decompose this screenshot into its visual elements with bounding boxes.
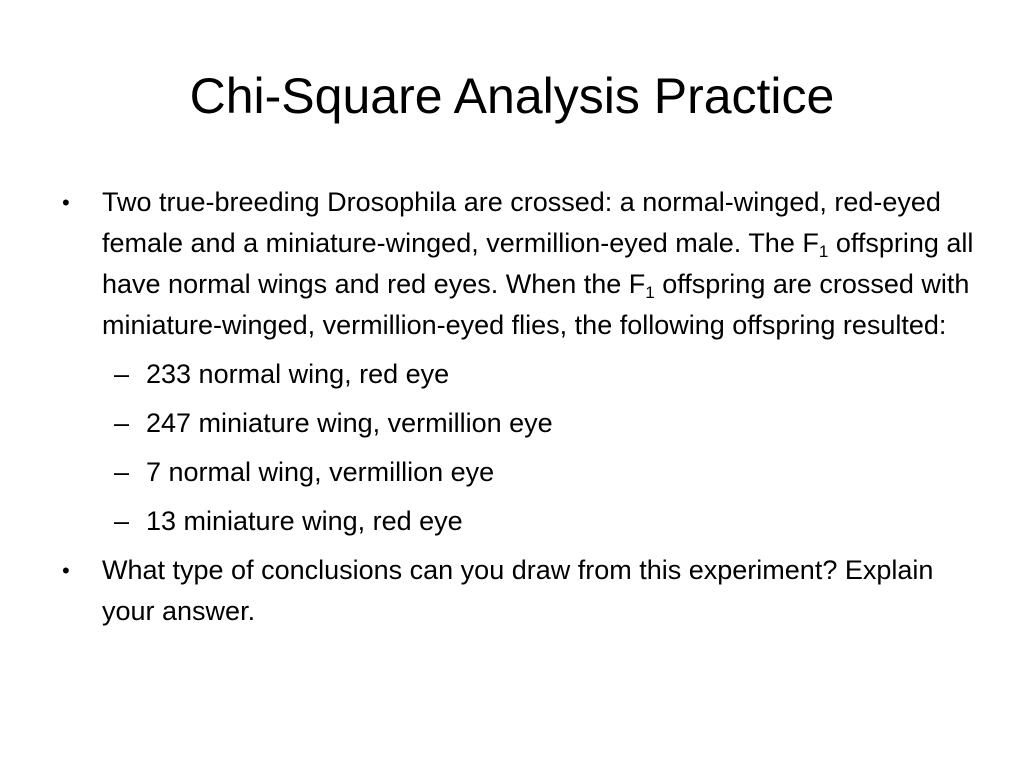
list-item-text: 13 miniature wing, red eye xyxy=(146,506,463,536)
bullet-item-question xyxy=(60,550,980,632)
list-item-offspring xyxy=(60,452,980,492)
list-item-offspring xyxy=(60,403,980,443)
dash-marker: – xyxy=(114,457,130,487)
list-item-text: 7 normal wing, vermillion eye xyxy=(146,457,495,487)
list-item-text: 247 miniature wing, vermillion eye xyxy=(146,408,553,438)
bullet-text-part: offspring are crossed with miniature-winged, vermillion-eyed flies, the following offspring resulted: xyxy=(102,269,970,340)
list-item-offspring xyxy=(60,354,980,394)
list-item-offspring xyxy=(60,501,980,541)
list-item-text: 233 normal wing, red eye xyxy=(146,359,450,389)
subscript: 1 xyxy=(645,283,655,302)
offspring-list xyxy=(60,354,980,541)
bullet-text: What type of conclusions can you draw from this experiment? Explain your answer. xyxy=(102,555,934,626)
bullet-text-part: Two true-breeding Drosophila are crossed: a normal-winged, red-eyed female and a miniature-winged, vermillion-eyed male. The F xyxy=(102,187,941,258)
dash-marker: – xyxy=(114,506,130,536)
bullet-item-cross-description xyxy=(60,182,980,346)
slide-content xyxy=(60,182,980,640)
bullet-marker: • xyxy=(62,558,70,583)
dash-marker: – xyxy=(114,359,130,389)
dash-marker: – xyxy=(114,408,130,438)
bullet-text-part: offspring all have normal wings and red eyes. When the F xyxy=(102,228,974,299)
subscript: 1 xyxy=(818,242,829,261)
slide-title: Chi-Square Analysis Practice xyxy=(189,68,835,124)
bullet-marker: • xyxy=(62,190,70,215)
